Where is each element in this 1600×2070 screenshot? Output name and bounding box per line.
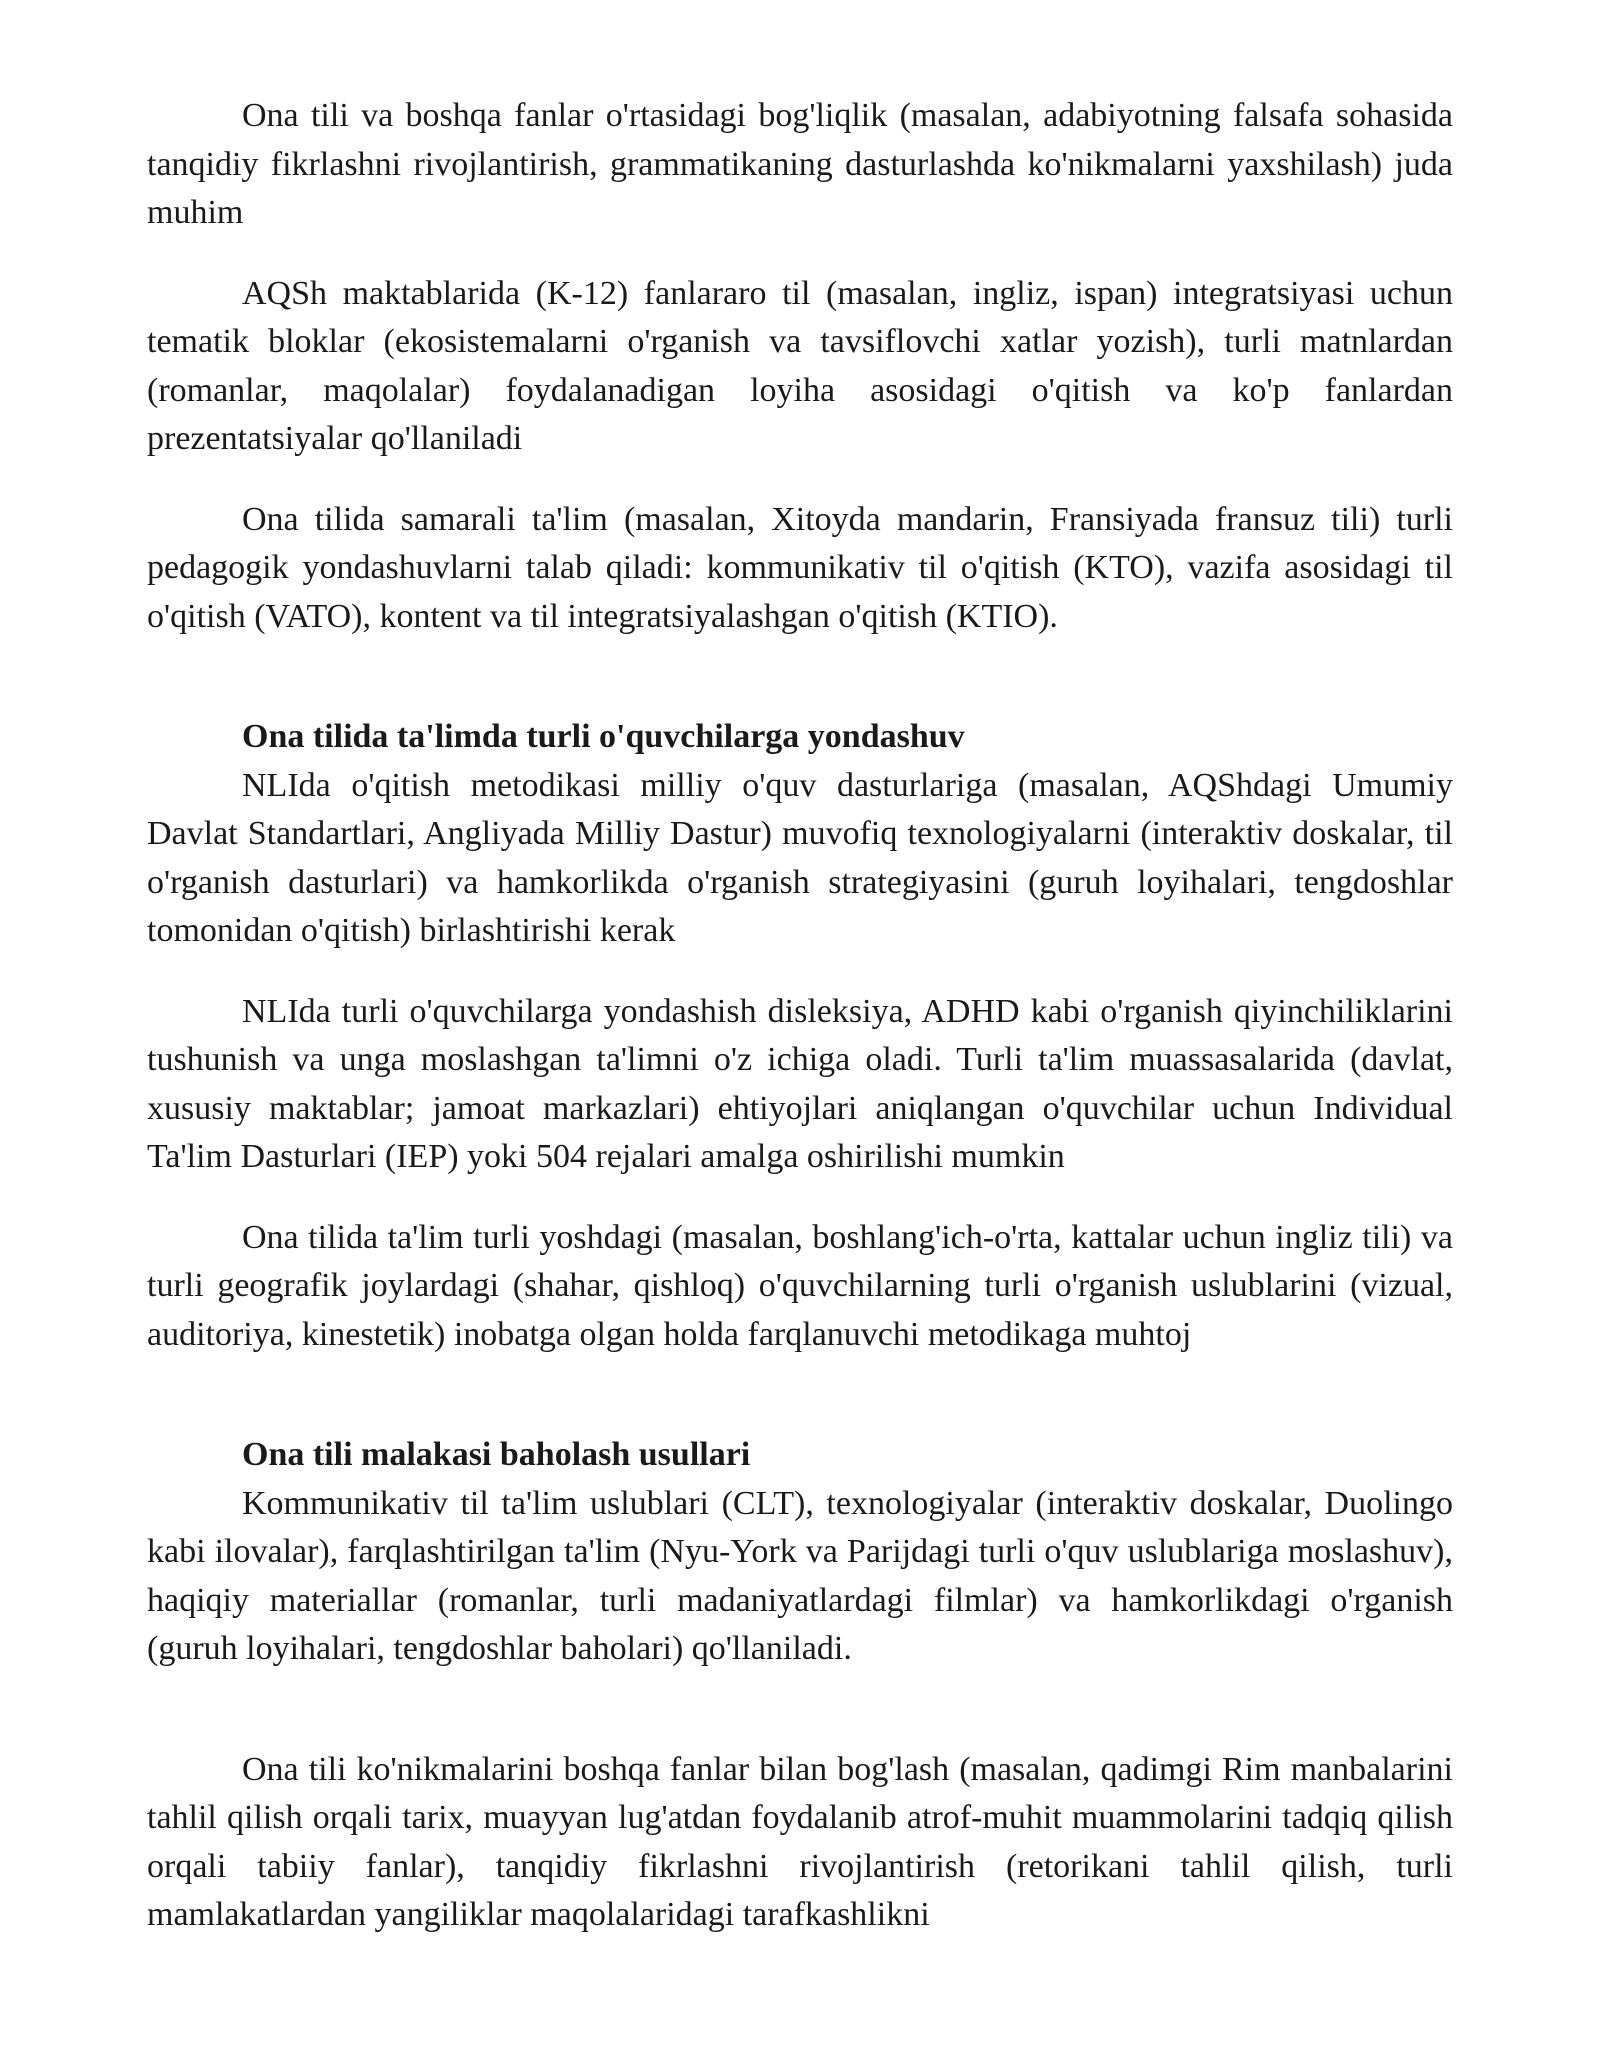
document-page bbox=[147, 92, 1453, 1940]
paragraph-skills-integration: Ona tili ko'nikmalarini boshqa fanlar bilan bog'lash (masalan, qadimgi Rim manbalarini tahlil qilish orqali tarix, muayyan lug'atdan foydalanib atrof-muhit muammolarini tadqiq qilish orqali tabiiy fanlar), tanqidiy fikrlashni rivojlantirish (retorikani tahlil qilish, turli mamlakatlardan yangiliklar maqolalaridagi tarafkashlikni bbox=[147, 1750, 1453, 1933]
paragraph-interdisciplinary-links: Ona tili va boshqa fanlar o'rtasidagi bog'liqlik (masalan, adabiyotning falsafa sohasida tanqidiy fikrlashni rivojlantirish, grammatikaning dasturlashda ko'nikmalarni yaxshilash) juda muhim bbox=[147, 97, 1453, 231]
paragraph-differentiated-methodology: Ona tilida ta'lim turli yoshdagi (masalan, boshlang'ich-o'rta, kattalar uchun ingliz tili) va turli geografik joylardagi (shahar, qishloq) o'quvchilarning turli o'rganish uslublarini (vizual, auditoriya, kinestetik) inobatga olgan holda farqlanuvchi metodikaga muhtoj bbox=[147, 1218, 1453, 1353]
paragraph-learning-difficulties: NLIda turli o'quvchilarga yondashish disleksiya, ADHD kabi o'rganish qiyinchiliklarini tushunish va unga moslashgan ta'limni o'z ichiga oladi. Turli ta'lim muassasalarida (davlat, xususiy maktablar; jamoat markazlari) ehtiyojlari aniqlangan o'quvchilar uchun Individual Ta'lim Dasturlari (IEP) yoki 504 rejalari amalga oshirilishi mumkin bbox=[147, 992, 1453, 1175]
section-heading-diverse-learners: Ona tilida ta'limda turli o'quvchilarga yondashuv bbox=[242, 718, 965, 755]
paragraph-nli-methodology: NLIda o'qitish metodikasi milliy o'quv dasturlariga (masalan, AQShdagi Umumiy Davlat Standartlari, Angliyada Milliy Dastur) muvofiq texnologiyalarni (interaktiv doskalar, til o'rganish dasturlari) va hamkorlikda o'rganish strategiyasini (guruh loyihalari, tengdoshlar tomonidan o'qitish) birlashtirishi kerak bbox=[147, 766, 1453, 949]
paragraph-effective-teaching: Ona tilida samarali ta'lim (masalan, Xitoyda mandarin, Fransiyada fransuz tili) turli pedagogik yondashuvlarni talab qiladi: kommunikativ til o'qitish (KTO), vazifa asosidagi til o'qitish (VATO), kontent va til integratsiyalashgan o'qitish (KTIO). bbox=[147, 500, 1453, 635]
section-heading-assessment-methods: Ona tili malakasi baholash usullari bbox=[242, 1436, 751, 1473]
paragraph-usa-schools: AQSh maktablarida (K-12) fanlararo til (masalan, ingliz, ispan) integratsiyasi uchun tematik bloklar (ekosistemalarni o'rganish va tavsiflovchi xatlar yozish), turli matnlardan (romanlar, maqolalar) foydalanadigan loyiha asosidagi o'qitish va ko'p fanlardan prezentatsiyalar qo'llaniladi bbox=[147, 274, 1453, 457]
paragraph-clt-methods: Kommunikativ til ta'lim uslublari (CLT), texnologiyalar (interaktiv doskalar, Duolingo kabi ilovalar), farqlashtirilgan ta'lim (Nyu-York va Parijdagi turli o'quv uslublariga moslashuv), haqiqiy materiallar (romanlar, turli madaniyatlardagi filmlar) va hamkorlikdagi o'rganish (guruh loyihalari, tengdoshlar baholari) qo'llaniladi. bbox=[147, 1484, 1453, 1667]
